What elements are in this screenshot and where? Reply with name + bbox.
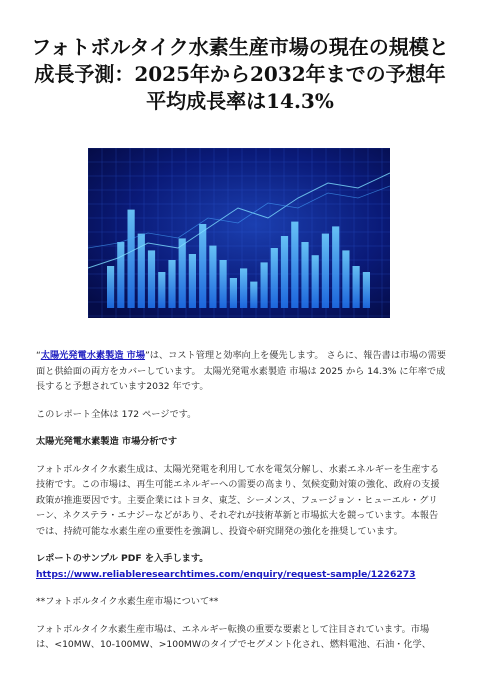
analysis-heading: 太陽光発電水素製造 市場分析です xyxy=(36,436,178,447)
hero-bar xyxy=(199,224,206,308)
hero-bar xyxy=(342,250,349,308)
hero-image xyxy=(88,148,390,318)
hero-bar xyxy=(363,272,370,308)
sample-label: レポートのサンプル PDF を入手します。 xyxy=(36,553,209,564)
article-body xyxy=(36,348,446,665)
about-paragraph: フォトボルタイク水素生産市場は、エネルギー転換の重要な要素として注目されています。市場は、<10MW、10-100MW、>100MWのタイプでセグメント化され、燃料電池、石油・化学、 xyxy=(36,623,431,650)
hero-bar xyxy=(250,282,257,308)
hero-bar xyxy=(312,255,319,308)
hero-bar xyxy=(128,210,135,308)
sample-link[interactable]: https://www.reliableresearchtimes.com/enquiry/request-sample/1226273 xyxy=(36,568,416,580)
market-link[interactable]: 太陽光発電水素製造 市場 xyxy=(40,350,146,361)
about-heading: **フォトボルタイク水素生産市場について** xyxy=(36,596,219,607)
hero-bar xyxy=(148,250,155,308)
sample-paragraph xyxy=(36,551,446,582)
analysis-paragraph: フォトボルタイク水素生成は、太陽光発電を利用して水を電気分解し、水素エネルギーを生産する技術です。この市場は、再生可能エネルギーへの需要の高まり、気候変動対策の強化、政府の支援政策が推進要因です。主要企業にはトヨタ、東芝、シーメンス、フュージョン・ヒューエル・グリーン、ネクステラ・エナジーなどがあり、それぞれが技術革新と市場拡大を競っています。本報告では、持続可能な水素生産の重要性を強調し、投資や研究開発の強化を推奨しています。 xyxy=(36,463,440,537)
hero-bar xyxy=(168,260,175,308)
hero-bar xyxy=(281,236,288,308)
intro-paragraph: “太陽光発電水素製造 市場”は、コスト管理と効率向上を優先します。 さらに、報告書は市場の需要面と供給面の両方をカバーしています。 太陽光発電水素製造 市場は 2025 から 14.3% に年率で成長すると予想されています2032 年です。 xyxy=(36,350,446,392)
hero-bar xyxy=(271,248,278,308)
hero-bar xyxy=(291,222,298,308)
hero-bar xyxy=(322,234,329,308)
hero-bar xyxy=(301,242,308,308)
hero-bar xyxy=(220,260,227,308)
hero-bar xyxy=(179,238,186,308)
hero-bar xyxy=(230,278,237,308)
hero-bar xyxy=(261,262,268,308)
hero-bar xyxy=(332,226,339,308)
hero-bar xyxy=(158,272,165,308)
hero-bar xyxy=(117,242,124,308)
hero-bar xyxy=(209,246,216,308)
hero-bar xyxy=(353,266,360,308)
hero-bar xyxy=(189,254,196,308)
hero-bar xyxy=(240,268,247,308)
pages-text: このレポート全体は 172 ページです。 xyxy=(36,408,197,420)
hero-bar xyxy=(107,266,114,308)
page-title: フォトボルタイク水素生産市場の現在の規模と成長予測：2025年から2032年までの予想年平均成長率は14.3% xyxy=(31,35,449,113)
